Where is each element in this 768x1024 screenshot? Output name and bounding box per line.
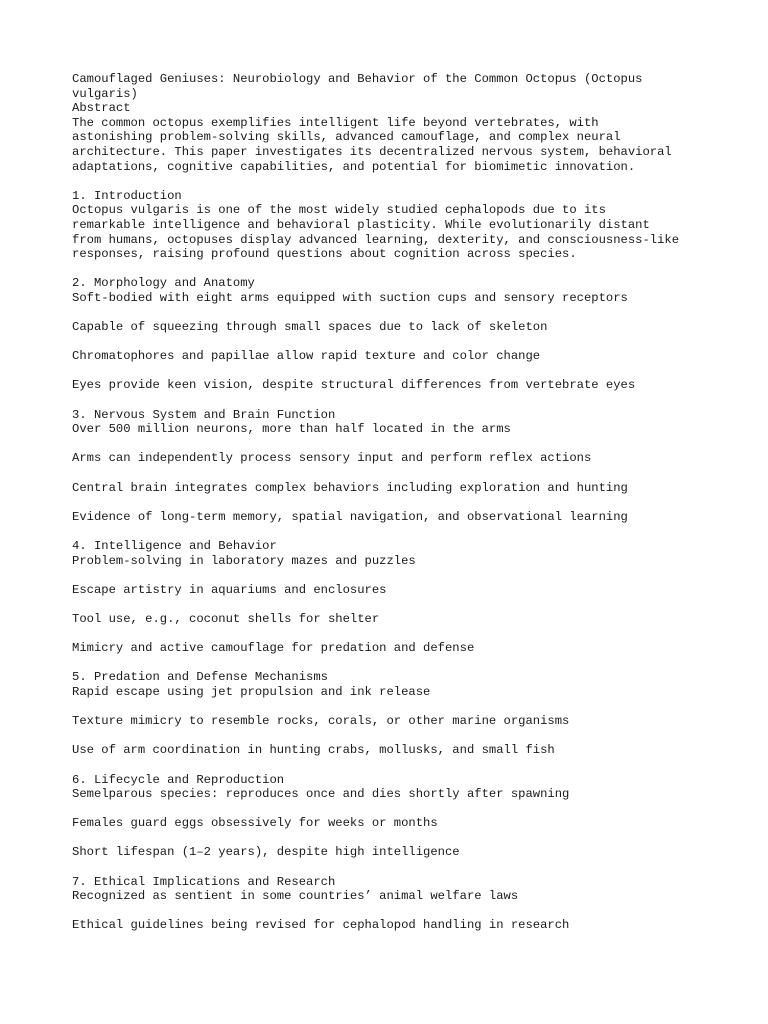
paper-title [72,72,702,101]
section-item: Mimicry and active camouflage for predation and defense [72,641,475,656]
section-item: Tool use, e.g., coconut shells for shelter [72,611,380,626]
section-intelligence [72,539,702,656]
section-item: Use of arm coordination in hunting crabs, mollusks, and small fish [72,743,555,758]
section-heading: 2. Morphology and Anatomy [72,276,255,291]
section-item: Texture mimicry to resemble rocks, corals, or other marine organisms [72,714,570,729]
section-item: Over 500 million neurons, more than half located in the arms [72,422,511,437]
paragraph-spacer [72,393,702,408]
section-heading: 7. Ethical Implications and Research [72,874,336,889]
title-line: Camouflaged Geniuses: Neurobiology and Behavior of the Common Octopus (Octopus [72,72,643,86]
section-heading: 3. Nervous System and Brain Function [72,407,336,422]
introduction-line: responses, raising profound questions about cognition across species. [72,247,577,262]
introduction-line: from humans, octopuses display advanced learning, dexterity, and consciousness-like [72,232,680,247]
section-item: Eyes provide keen vision, despite structural differences from vertebrate eyes [72,378,636,393]
title-line: vulgaris) [72,86,138,101]
section-item: Evidence of long-term memory, spatial navigation, and observational learning [72,509,628,524]
paragraph-spacer [72,524,702,539]
introduction-line: Octopus vulgaris is one of the most widely studied cephalopods due to its [72,203,606,218]
abstract-line: The common octopus exemplifies intelligent life beyond vertebrates, with [72,115,599,130]
paragraph-spacer [72,262,702,277]
paragraph-spacer [72,656,702,671]
section-item: Problem-solving in laboratory mazes and puzzles [72,553,416,568]
section-item: Ethical guidelines being revised for cephalopod handling in research [72,918,570,933]
abstract-line: architecture. This paper investigates its decentralized nervous system, behavioral [72,144,672,159]
section-item: Short lifespan (1–2 years), despite high intelligence [72,845,460,860]
section-item: Semelparous species: reproduces once and dies shortly after spawning [72,787,570,802]
document-page [72,72,702,933]
section-lifecycle [72,773,702,861]
section-item: Chromatophores and papillae allow rapid texture and color change [72,349,541,364]
introduction-line: remarkable intelligence and behavioral plasticity. While evolutionarily distant [72,217,650,232]
section-item: Central brain integrates complex behaviors including exploration and hunting [72,480,628,495]
section-heading: 4. Intelligence and Behavior [72,539,277,553]
paragraph-spacer [72,174,702,189]
section-item: Arms can independently process sensory input and perform reflex actions [72,451,592,466]
section-item: Recognized as sentient in some countries’ animal welfare laws [72,889,519,904]
paragraph-spacer [72,758,702,773]
abstract-line: adaptations, cognitive capabilities, and potential for biomimetic innovation. [72,159,636,174]
section-nervous-system [72,408,702,525]
section-item: Females guard eggs obsessively for weeks or months [72,816,438,831]
section-predation-defense [72,670,702,758]
section-item: Escape artistry in aquariums and enclosures [72,582,387,597]
abstract-section [72,101,702,174]
section-item: Capable of squeezing through small spaces due to lack of skeleton [72,320,548,335]
abstract-line: astonishing problem-solving skills, advanced camouflage, and complex neural [72,130,621,145]
section-heading: 5. Predation and Defense Mechanisms [72,670,328,685]
section-item: Rapid escape using jet propulsion and ink release [72,684,431,699]
section-morphology [72,276,702,393]
introduction-section [72,189,702,262]
section-item: Soft-bodied with eight arms equipped with suction cups and sensory receptors [72,290,628,305]
section-heading: 1. Introduction [72,188,182,203]
section-heading: 6. Lifecycle and Reproduction [72,772,285,787]
section-ethics [72,875,702,933]
abstract-heading: Abstract [72,101,131,116]
paragraph-spacer [72,860,702,875]
